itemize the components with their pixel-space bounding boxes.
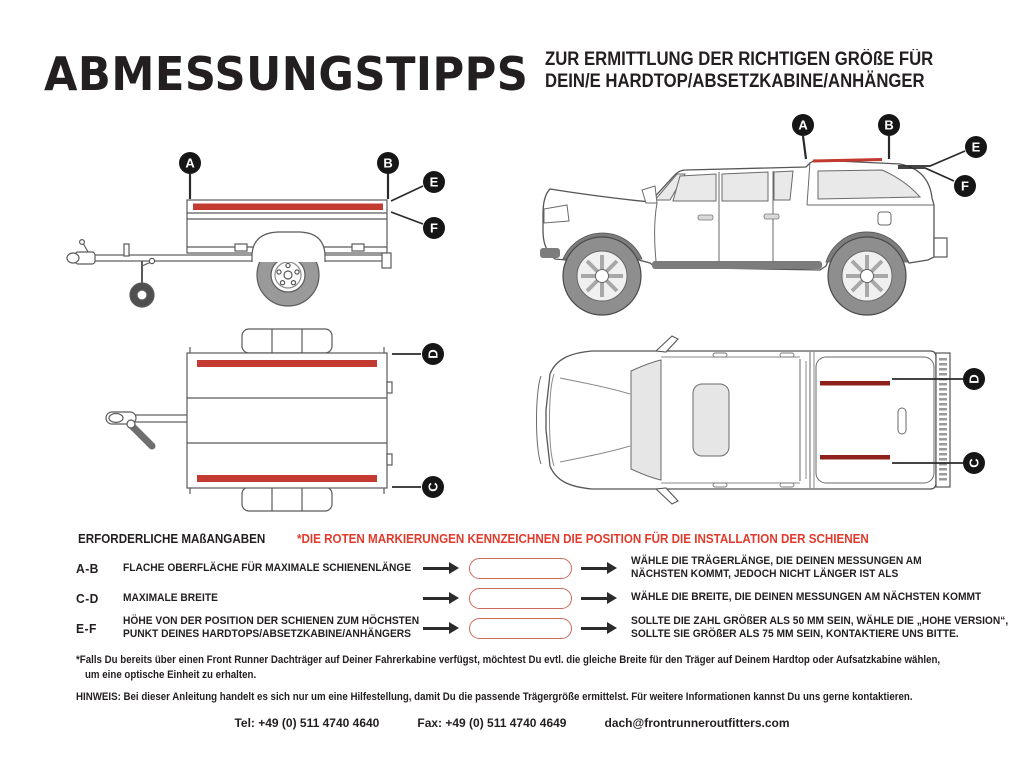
arrow-right-icon — [423, 562, 459, 574]
measurement-row-ef-key: E-F — [76, 620, 97, 636]
svg-text:B: B — [383, 155, 393, 171]
arrow-right-icon — [423, 592, 459, 604]
front-bumper — [540, 248, 560, 258]
red-markings-note: *DIE ROTEN MARKIERUNGEN KENNZEICHNEN DIE POSITION FÜR DIE INSTALLATION DER SCHIENEN — [297, 532, 870, 546]
marker-leader-line — [391, 186, 423, 201]
door-handle — [698, 215, 713, 220]
rail-position-stripe — [193, 204, 383, 211]
trailer-side-view — [30, 115, 470, 330]
rail-position-stripe — [820, 455, 890, 460]
trailer-box-top — [187, 353, 387, 488]
measurement-row-ab-result: WÄHLE DIE TRÄGERLÄNGE, DIE DEINEN MESSUNGEN AM NÄCHSTEN KOMMT, JEDOCH NICHT LÄNGER IST ALS — [631, 554, 922, 580]
measurement-row-ab-key: A-B — [76, 560, 99, 576]
svg-text:C: C — [966, 458, 982, 468]
measurements-heading-row — [78, 532, 912, 546]
marker-a — [792, 114, 814, 136]
trailer-top-view — [30, 325, 470, 525]
side-mirror — [642, 186, 657, 203]
measurement-input-pill — [469, 618, 572, 639]
svg-text:E: E — [429, 174, 439, 190]
marker-c — [422, 476, 444, 498]
subtitle-line-1: ZUR ERMITTLUNG DER RICHTIGEN GRÖßE FÜR — [545, 49, 934, 70]
svg-text:A: A — [185, 155, 195, 171]
measurement-input-pill — [469, 588, 572, 609]
front-wheel — [563, 237, 641, 315]
marker-leader-line — [803, 136, 806, 159]
side-mirror — [656, 336, 678, 352]
measurement-row-ab-desc: FLACHE OBERFLÄCHE FÜR MAXIMALE SCHIENENLÄNGE — [123, 561, 412, 574]
measurement-row-ef-desc: HÖHE VON DER POSITION DER SCHIENEN ZUM HÖCHSTEN PUNKT DEINES HARDTOPS/ABSETZKABINE/ANHÄNGERS — [123, 615, 420, 640]
windshield — [631, 360, 661, 480]
marker-c — [963, 452, 985, 474]
rail-position-stripe — [813, 160, 882, 162]
truck-side-view — [530, 110, 1000, 320]
truck-side-drawing — [540, 160, 947, 316]
arrow-right-icon — [581, 592, 617, 604]
marker-d — [963, 368, 985, 390]
measurement-row-ef-result: SOLLTE DIE ZAHL GRÖßER ALS 50 MM SEIN, WÄHLE DIE „HOHE VERSION“, SOLLTE SIE GRÖßER ALS 75 MM SEIN, KONTAKTIERE UNS BITTE. — [631, 614, 1009, 640]
svg-text:E: E — [971, 139, 981, 155]
page-title: ABMESSUNGSTIPPS — [44, 47, 529, 101]
svg-text:F: F — [430, 220, 438, 236]
arrow-right-icon — [581, 622, 617, 634]
sunroof — [693, 384, 729, 456]
trailer-side-drawing — [67, 200, 391, 307]
svg-text:D: D — [966, 374, 982, 384]
svg-text:D: D — [425, 349, 441, 359]
marker-a — [179, 152, 201, 174]
arrow-right-icon — [423, 622, 459, 634]
subtitle-line-2: DEIN/E HARDTOP/ABSETZKABINE/ANHÄNGER — [545, 70, 925, 92]
trailer-drawbar — [134, 415, 188, 422]
trailer-fender — [252, 232, 325, 262]
measurements-heading: ERFORDERLICHE MAßANGABEN — [78, 532, 266, 546]
marker-b — [878, 114, 900, 136]
trailer-fender-top — [242, 329, 332, 353]
marker-leader-line — [391, 212, 423, 224]
canopy-handle — [898, 408, 906, 434]
svg-text:F: F — [961, 178, 969, 194]
trailer-top-markers — [392, 343, 444, 498]
svg-text:B: B — [884, 117, 894, 133]
rear-wheel — [828, 237, 906, 315]
hinweis-note: HINWEIS: Bei dieser Anleitung handelt es sich nur um eine Hilfestellung, damit Du die passende Trägergröße ermittelst. Für weitere Informationen kannst Du uns gerne kontaktieren. — [76, 691, 913, 703]
trailer-fender-bottom — [242, 487, 332, 511]
measurement-input-pill — [469, 558, 572, 579]
measurement-row-cd-desc: MAXIMALE BREITE — [123, 591, 218, 604]
measurement-row-cd-key: C-D — [76, 590, 99, 606]
marker-b — [377, 152, 399, 174]
marker-leader-line — [898, 151, 965, 166]
contact-row — [0, 716, 1024, 730]
marker-f — [954, 175, 976, 197]
door-handle — [764, 214, 779, 219]
marker-d — [422, 343, 444, 365]
rail-position-stripe — [197, 475, 377, 482]
page-subtitle — [545, 49, 933, 92]
marker-e — [423, 171, 445, 193]
truck-body-top — [546, 351, 936, 489]
rear-bumper — [934, 238, 947, 257]
contact-tel: Tel: +49 (0) 511 4740 4640 — [234, 716, 380, 730]
trailer-top-drawing — [106, 329, 392, 511]
contact-fax: Fax: +49 (0) 511 4740 4649 — [417, 716, 567, 730]
rail-position-stripe — [197, 360, 377, 367]
side-mirror — [656, 488, 678, 504]
svg-text:A: A — [798, 117, 808, 133]
contact-email: dach@frontrunneroutfitters.com — [604, 716, 790, 730]
asterisk-footnote: *Falls Du bereits über einen Front Runner Dachträger auf Deiner Fahrerkabine verfügst, möchtest Du evtl. die gleiche Breite für den Träger auf Deinem Hardtop oder Aufsatzkabine wählen, um eine optische Einheit zu erhalten. — [76, 654, 941, 681]
marker-f — [423, 217, 445, 239]
running-board — [652, 261, 822, 269]
measurements-table — [76, 553, 1011, 643]
truck-top-drawing — [537, 336, 951, 504]
measurement-row-cd-result: WÄHLE DIE BREITE, DIE DEINEN MESSUNGEN AM NÄCHSTEN KOMMT — [631, 591, 982, 604]
marker-e — [965, 136, 987, 158]
rail-position-stripe — [820, 381, 890, 386]
arrow-right-icon — [581, 562, 617, 574]
fuel-door — [878, 212, 891, 225]
front-bumper-top — [537, 376, 542, 464]
truck-top-view — [530, 330, 1000, 530]
svg-text:C: C — [425, 482, 441, 492]
